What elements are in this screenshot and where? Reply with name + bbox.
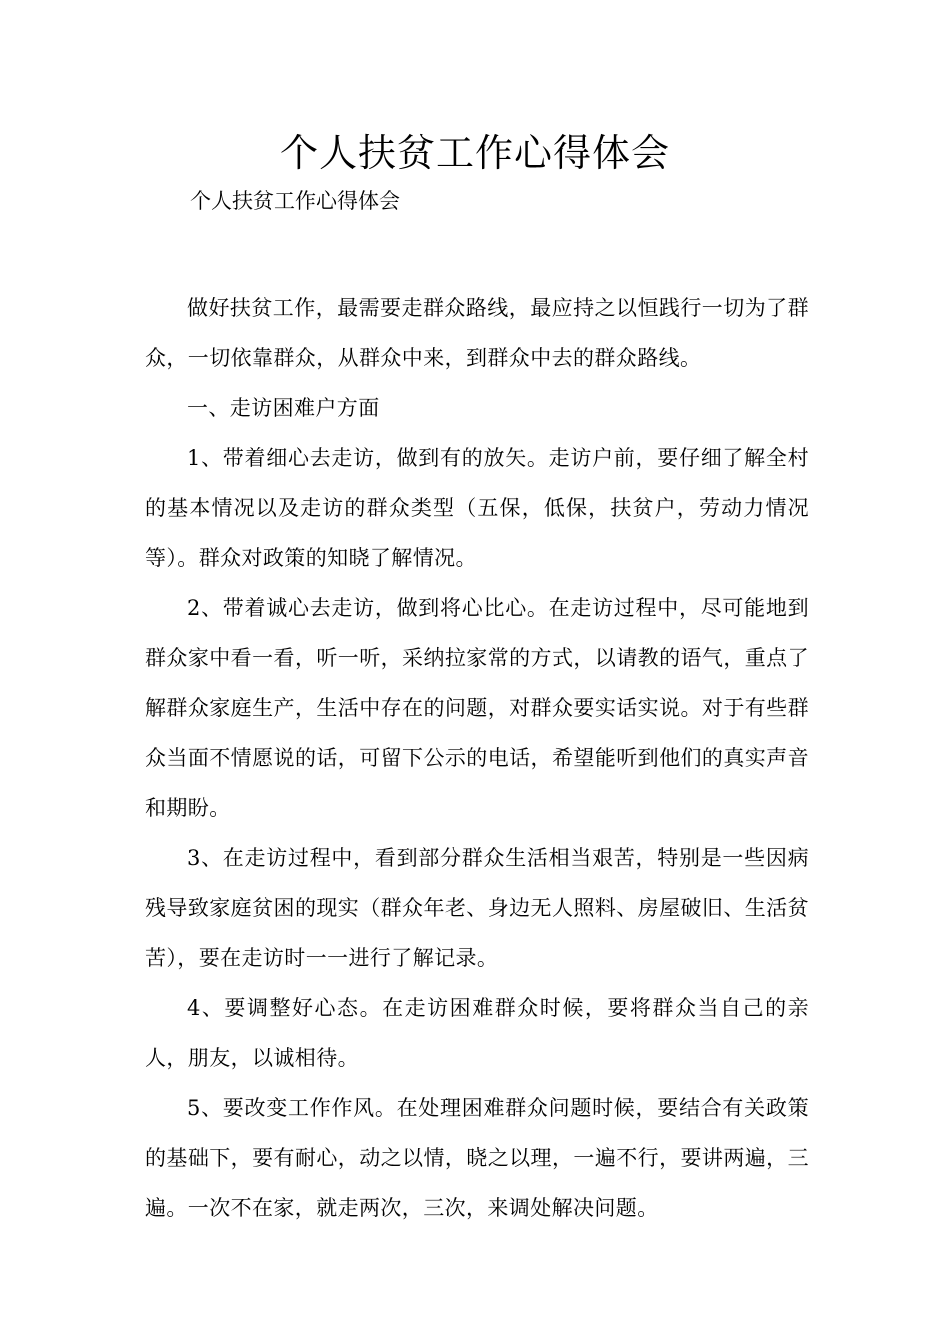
paragraph-item-4: 4、要调整好心态。在走访困难群众时候，要将群众当自己的亲人，朋友，以诚相待。	[145, 996, 809, 1070]
paragraph-intro: 做好扶贫工作，最需要走群众路线，最应持之以恒践行一切为了群众，一切依靠群众，从群众中来，到群众中去的群众路线。	[145, 296, 809, 370]
paragraph-item-5: 5、要改变工作作风。在处理困难群众问题时候，要结合有关政策的基础下，要有耐心，动之以情，晓之以理，一遍不行，要讲两遍，三遍。一次不在家，就走两次，三次，来调处解决问题。	[145, 1096, 809, 1220]
paragraph-item-3: 3、在走访过程中，看到部分群众生活相当艰苦，特别是一些因病残导致家庭贫困的现实（群众年老、身边无人照料、房屋破旧、生活贫苦），要在走访时一一进行了解记录。	[145, 846, 809, 970]
paragraph-item-2: 2、带着诚心去走访，做到将心比心。在走访过程中，尽可能地到群众家中看一看，听一听，采纳拉家常的方式，以请教的语气，重点了解群众家庭生产，生活中存在的问题，对群众要实话实说。对于有些群众当面不情愿说的话，可留下公示的电话，希望能听到他们的真实声音和期盼。	[145, 596, 809, 820]
document-subtitle: 个人扶贫工作心得体会	[190, 189, 400, 213]
section-heading: 一、走访困难户方面	[187, 396, 380, 420]
paragraph-item-1: 1、带着细心去走访，做到有的放矢。走访户前，要仔细了解全村的基本情况以及走访的群众类型（五保，低保，扶贫户，劳动力情况等）。群众对政策的知晓了解情况。	[145, 446, 809, 570]
document-title: 个人扶贫工作心得体会	[279, 131, 670, 175]
document-body	[145, 283, 809, 1233]
